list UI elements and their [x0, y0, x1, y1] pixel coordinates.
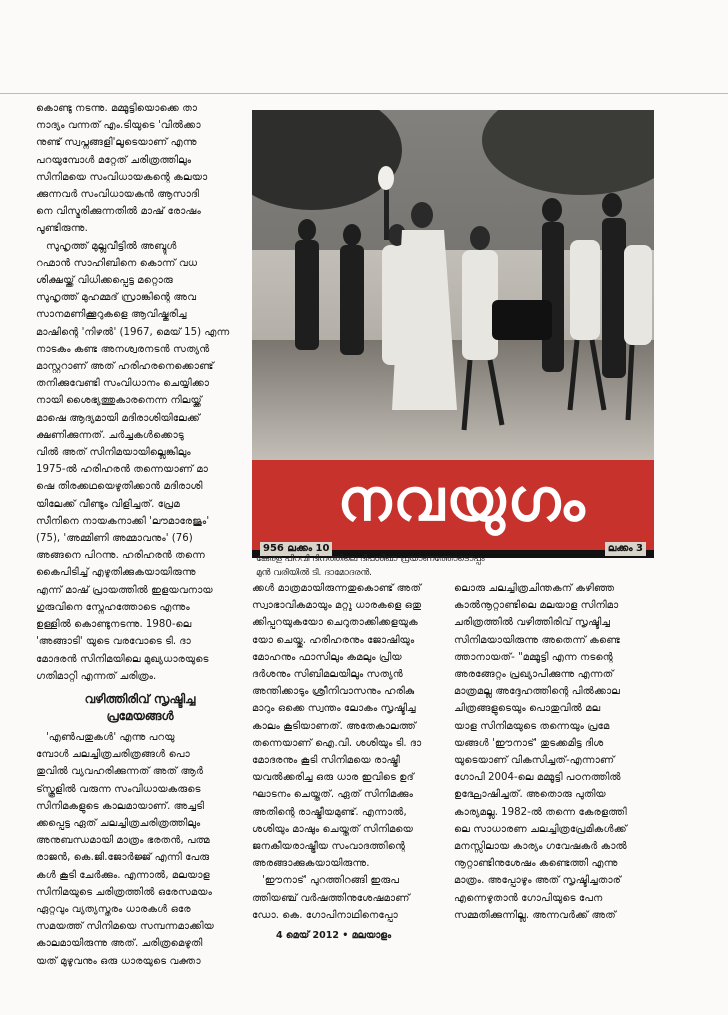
- footer-separator: •: [342, 930, 349, 941]
- text-line: സാനമണിക്കൂറുകളെ ആവിഷ്കരിച്ച: [36, 309, 187, 321]
- text-line: കൊണ്ടു നടന്നു. മമ്മൂട്ടിയൊക്കെ താ: [36, 103, 198, 114]
- text-line: സിനിമയായിരുന്നു അതെന്ന് കണ്ടെ: [454, 634, 621, 646]
- text-line: മാഷിന്റെ 'നിഴൽ' (1967, മെയ് 15) എന്ന: [36, 326, 230, 338]
- text-line: ട്സ്കൂളിൽ വരുന്ന സംവിധായകരുടെ: [36, 783, 201, 795]
- paragraph-1: [36, 100, 244, 238]
- text-line: നൂറ്റാണ്ടിനുശേഷം കണ്ടെത്തി എന്നു: [454, 858, 618, 870]
- text-line: ശിക്ഷയ്ക്ക് വിധിക്കപ്പെട്ട മറ്റൊരു: [36, 275, 173, 287]
- text-line: മോദരനും കൂടി സിനിമയെ രാഷ്ട്രീ: [252, 755, 400, 767]
- text-line: കാര്യമല്ല. 1982-ൽ തന്നെ കേരളത്തി: [454, 806, 627, 818]
- text-line: യങ്ങൾ 'ഈനാട്' തുടക്കമിട്ട ദിശ: [454, 737, 604, 749]
- article-column-1: [36, 100, 244, 970]
- issue-date: 4 മെയ് 2012: [276, 930, 339, 941]
- text-line: സിനിമയെ സംവിധായകന്റെ കലയാ: [36, 171, 208, 183]
- text-line: നെ വിസ്മരിക്കുന്നതിൽ മാഷ് രോഷം: [36, 206, 201, 218]
- paragraph-3: [36, 729, 244, 970]
- text-line: മ്പോൾ ചലച്ചിത്രചരിത്രങ്ങൾ പൊ: [36, 749, 190, 761]
- text-line: അരങ്ങാക്കുകയായിരുന്നു.: [252, 858, 370, 870]
- text-line: അരങ്ങേറ്റം പ്രഖ്യാപിക്കുന്നു എന്നത്: [454, 669, 614, 681]
- text-line: ഉള്ളിൽ കൊണ്ടുനടന്നു. 1980-ലെ: [36, 619, 192, 631]
- text-line: നാടകം കണ്ട അനശ്വരനടൻ സത്യൻ: [36, 343, 210, 355]
- text-line: നായി ശൈഭ്യത്തുകാരനെന്ന നിലയ്ക്ക്: [36, 395, 202, 407]
- text-line: കൾ കൂടി ചേർക്കും. എന്നാൽ, മലയാള: [36, 869, 210, 881]
- text-line: സിനിമകളുടെ കാലമായാണ്. അച്ചടി: [36, 800, 204, 812]
- text-line: യവൽക്കരിച്ച ഒരു ധാര ഇവിടെ ഉദ്: [252, 772, 414, 784]
- issue-label: ലക്കം 10: [287, 543, 330, 554]
- text-line: ഏറ്റവും വ്യത്യസ്തരം ധാരകൾ ഒരേ: [36, 903, 191, 915]
- text-line: സീനിനെ നായകനാക്കി 'ലൗമാരേജും': [36, 515, 210, 527]
- article-column-2: [252, 580, 446, 924]
- text-line: ഷെ തിരക്കഥയെഴുതിക്കാൻ മദിരാശി: [36, 481, 203, 493]
- text-line: എന്ന് മാഷ് പ്രായത്തിൽ ഇളയവനായ: [36, 584, 213, 596]
- text-line: ഡോ. കെ. ഗോപിനാഥിനെപ്പോ: [252, 909, 398, 921]
- text-line: അനുബന്ധമായി മാത്രം ഭരതൻ, പത്മ: [36, 835, 210, 847]
- text-line: (75), 'അമ്മിണി അമ്മാവനും' (76): [36, 533, 193, 545]
- photo-caption: [256, 553, 556, 580]
- text-line: യിലേക്ക് വീണ്ടും വിളിച്ചത്. പ്രേമ: [36, 498, 180, 510]
- text-line: ചിത്രങ്ങളുടെയും പൊതുവിൽ മല: [454, 703, 601, 715]
- text-line: നാദ്യം വന്നത് എം.ടിയുടെ 'വിൽക്കാ: [36, 120, 201, 132]
- article-column-3: [454, 580, 654, 924]
- text-line: ശശിയും മാഷും ചെയ്തത് സിനിമയെ: [252, 823, 414, 835]
- text-line: വിൽ അത് സിനിമയായില്ലെങ്കിലും: [36, 447, 191, 459]
- top-rule: [0, 93, 728, 94]
- subheading-line-2: പ്രമേയങ്ങൾ: [106, 708, 174, 723]
- issue-year: 956: [263, 543, 284, 554]
- text-line: ക്കുന്നവർ സംവിധായകൻ ആസാദി: [36, 189, 199, 201]
- text-line: സമ്മതിക്കുന്നില്ല. അന്നവർക്ക് അത്: [454, 909, 616, 921]
- page-footer: [276, 930, 391, 941]
- text-line: നുണ്ട് സ്വപ്നങ്ങളി'ലൂടെയാണ് എന്നു: [36, 137, 197, 149]
- text-line: മാറും ഒക്കെ സ്വന്തം ലോകം സൃഷ്ടിച്ച: [252, 703, 416, 715]
- text-line: കാൽനൂറ്റാണ്ടിലെ മലയാള സിനിമാ: [454, 600, 619, 612]
- text-line: അതിന്റെ രാഷ്ട്രീയമുണ്ട്. എന്നാൽ,: [252, 806, 407, 818]
- paragraph-2: [36, 238, 244, 685]
- text-line: സുഹൃത്ത് മുല്ലവീട്ടിൽ അബ്ദുൾ: [46, 240, 177, 252]
- publication-name: മലയാളം: [351, 930, 392, 941]
- text-line: ഗോപി 2004-ലെ മമ്മൂട്ടി പഠനത്തിൽ: [454, 772, 621, 784]
- text-line: തന്നെയാണ് ഐ.വി. ശശിയും ടി. ദാ: [252, 737, 422, 749]
- text-line: സുഹൃത്ത് മുഹമ്മദ് സ്രാങ്കിന്റെ അവ: [36, 292, 197, 304]
- text-line: തനിക്കുവേണ്ടി സംവിധാനം ചെയ്യിക്കാ: [36, 378, 210, 390]
- issue-number-right: ലക്കം 3: [605, 542, 646, 556]
- text-line: മാഷെ ആദ്യമായി മദിരാശിയിലേക്ക്: [36, 412, 200, 424]
- caption-line-1: കേരള പിറവി ദിനത്തിലെ ദീപശിഖാ പ്രയാണത്തോടൊപ്പം: [256, 554, 485, 564]
- text-line: മോദരൻ സിനിമയിലെ മുഖ്യധാരയുടെ: [36, 653, 209, 665]
- text-line: ഘാടനം ചെയ്തത്. ഏത് സിനിമക്കും: [252, 789, 414, 801]
- text-line: യുടെയാണ് വികസിച്ചത്-എന്നാണ്: [454, 755, 615, 767]
- text-line: ഗതിമാറ്റി എന്നത് ചരിത്രം.: [36, 670, 157, 682]
- text-line: മാസ്റ്ററാണ് അത് ഹരിഹരനെക്കൊണ്ട്: [36, 361, 214, 373]
- text-line: രാജൻ, കെ.ജി.ജോർജ്ജ് എന്നി പേരു: [36, 852, 210, 864]
- text-line: കാലമായിരുന്നു അത്. ചരിത്രമെഴുതി: [36, 938, 203, 950]
- text-line: മനസ്സിലായ കാര്യം ഗവേഷകർ കാൽ: [454, 841, 627, 853]
- text-line: ഉദ്ഘോഷിച്ചത്. അതൊരു പുതിയ: [454, 789, 606, 801]
- text-line: 'അങ്ങാടി' യുടെ വരവോടെ ടി. ദാ: [36, 636, 191, 648]
- text-line: റഹ്മാൻ സാഹിബിനെ കൊന്ന് വധ: [36, 257, 198, 269]
- text-line: ക്ഷണിക്കുന്നത്. ചർച്ചകൾക്കൊടു: [36, 429, 184, 441]
- text-line: ത്താനായത്- "മമ്മൂട്ടി എന്ന നടന്റെ: [454, 651, 613, 663]
- text-line: 'ഈനാട്' പുറത്തിറങ്ങി ഇരുപ: [262, 875, 400, 887]
- text-line: ദർശനും സിബിമലയിലും സത്യൻ: [252, 669, 403, 681]
- text-line: ലൊരു ചലച്ചിത്രചിന്തകന് കഴിഞ്ഞ: [454, 583, 615, 594]
- text-line: ക്കിപ്പറയുകയോ ചെറുതാക്കിക്കളയുക: [252, 617, 418, 629]
- historic-photograph: [252, 110, 654, 558]
- text-line: യാള സിനിമയുടെ തന്നെയും പ്രമേ: [454, 720, 610, 732]
- text-line: പറയുമ്പോൾ മറ്റേത് ചരിത്രത്തിലും: [36, 154, 192, 166]
- section-subheading: [36, 691, 244, 725]
- text-line: കാലം കൂടിയാണത്. അതേകാലത്ത്: [252, 720, 416, 732]
- text-line: ക്കപ്പെട്ട ഏത് ചലച്ചിത്രചരിത്രത്തിലും: [36, 817, 201, 829]
- text-line: യത് മുഴുവനും ഒരു ധാരയുടെ വക്താ: [36, 955, 201, 967]
- magazine-masthead: നവയുഗം: [337, 466, 587, 534]
- text-line: എന്നെഴുതാൻ ഗോപിയുടെ പേന: [454, 892, 603, 904]
- subheading-line-1: വഴിത്തിരിവ് സൃഷ്ടിച്ച: [84, 691, 196, 706]
- text-line: അങ്ങനെ പിറന്നു. ഹരിഹരൻ തന്നെ: [36, 550, 206, 562]
- text-line: ത്തിയഞ്ച് വർഷത്തിനുശേഷമാണ്: [252, 892, 410, 904]
- text-line: സമയത്ത് സിനിമയെ സമ്പന്നമാക്കിയ: [36, 921, 214, 933]
- text-line: മാത്രം. അപ്പോഴും അത് സൃഷ്ടിച്ചതാര്: [454, 875, 621, 887]
- text-line: പൂണ്ടിരുന്നു.: [36, 223, 88, 235]
- text-line: ക്കൾ മാത്രമായിരുന്നതുകൊണ്ട് അത്: [252, 583, 422, 594]
- text-line: മോഹനും ഫാസിലും കമലും പ്രിയ: [252, 651, 402, 663]
- text-line: സിനിമയുടെ ചരിത്രത്തിൽ ഒരേസമയം: [36, 886, 212, 898]
- text-line: ജനകീയരാഷ്ട്രീയ സംവാദത്തിന്റെ: [252, 841, 406, 853]
- text-line: 'എൺപതുകൾ' എന്നു പറയു: [46, 731, 175, 743]
- text-line: മാത്രമല്ല അദ്ദേഹത്തിന്റെ പിൽക്കാല: [454, 686, 621, 698]
- text-line: ലെ സാധാരണ ചലച്ചിത്രപ്രേമികൾക്ക്: [454, 823, 627, 835]
- text-line: അന്തിക്കാടും ശ്രീനിവാസനും ഹരികു: [252, 686, 415, 698]
- text-line: ചരിത്രത്തിൽ വഴിത്തിരിവ് സൃഷ്ടിച്ച: [454, 617, 611, 629]
- text-line: കൈപിടിച്ച് എഴുതിക്കുകയായിരുന്നു: [36, 567, 196, 579]
- text-line: തുവിൽ വ്യവഹരിക്കുന്നത് അത് ആർ: [36, 766, 204, 778]
- text-line: സ്വാഭാവികമായും മറ്റു ധാരകളെ ഒതു: [252, 600, 422, 612]
- text-line: 1975-ൽ ഹരിഹരൻ തന്നെയാണ് മാ: [36, 464, 208, 476]
- text-line: ഗുരുവിനെ സ്നേഹത്തോടെ എന്നും: [36, 601, 190, 613]
- text-line: യോ ചെയ്തു. ഹരിഹരനും ജോഷിയും: [252, 634, 415, 646]
- caption-line-2: മുൻ വരിയിൽ ടി. ദാമോദരൻ.: [256, 567, 372, 578]
